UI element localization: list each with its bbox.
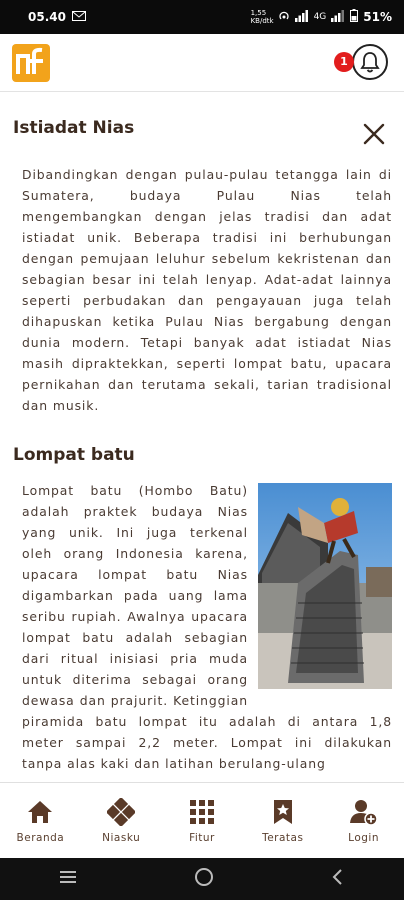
nav-item-teratas[interactable]: [243, 798, 323, 844]
circle-home-icon: [193, 866, 215, 888]
app-header: [0, 34, 404, 92]
network-type: 4G: [313, 12, 327, 22]
close-button[interactable]: [362, 122, 386, 146]
nav-label-beranda: Beranda: [16, 831, 65, 844]
signal-icon: [295, 10, 309, 25]
app-logo[interactable]: [12, 44, 50, 82]
notification-button[interactable]: [340, 44, 390, 82]
add-user-icon: [350, 798, 378, 826]
intro-paragraph: Dibandingkan dengan pulau-pulau tetangga lain di Sumatera, budaya Pulau Nias telah mengembangkan dengan jelas tradisi dan adat istiadat unik. Beberapa tradisi ini berhubungan dengan pemujaan leluhur sebelum kekristenan dan sebagian besar ini telah lenyap. Adat-adat lainnya seperti perbudakan dan pengayauan juga telah dihapuskan ketika Pulau Nias bergabung dengan dunia modern. Tetapi banyak adat istiadat Nias masih dipraktekkan, seperti lompat batu, upacara pernikahan dan terutama sekali, tarian tradisional dan musik.: [22, 167, 392, 413]
home-icon: [26, 798, 54, 826]
nav-label-teratas: Teratas: [262, 831, 304, 844]
battery-icon: [350, 9, 358, 25]
back-system-button[interactable]: [330, 867, 346, 891]
close-icon: [362, 122, 386, 146]
hotspot-icon: [278, 10, 290, 25]
notification-badge: 1: [334, 52, 354, 72]
bell-icon: [352, 44, 388, 80]
signal-icon-2: [331, 10, 345, 25]
nav-item-fitur[interactable]: [162, 798, 242, 844]
nav-item-login[interactable]: [324, 798, 404, 844]
mail-icon: [72, 10, 86, 24]
nav-item-niasku[interactable]: [81, 798, 161, 844]
article-title: Istiadat Nias: [13, 118, 135, 138]
app-screen: [0, 34, 404, 858]
article-content[interactable]: [0, 92, 404, 782]
android-navigation-bar: [0, 858, 404, 900]
status-time: 05.40: [28, 10, 66, 24]
section-title-lompat-batu: Lompat batu: [13, 445, 135, 465]
nav-label-niasku: Niasku: [102, 831, 141, 844]
back-arrow-icon: [330, 867, 346, 887]
battery-level: 51%: [363, 10, 392, 24]
data-speed: 1,55 KB/dtk: [250, 9, 274, 25]
status-bar: [0, 0, 404, 34]
home-system-button[interactable]: [193, 866, 215, 892]
grid-icon: [188, 798, 216, 826]
nav-label-login: Login: [348, 831, 379, 844]
lompat-batu-paragraph: Lompat batu (Hombo Batu) adalah praktek budaya Nias yang unik. Ini juga terkenal oleh orang Indonesia karena, upacara lompat batu Nias digambarkan pada uang lama seribu rupiah. Awalnya upacara lompat batu adalah sebagian dari ritual inisiasi pria muda untuk diterima sebagai orang dewasa dan prajurit. Ketinggian piramida batu lompat itu adalah di antara 1,8 meter sampai 2,2 meter. Lompat ini dilakukan tanpa alas kaki dan latihan berulang-ulang: [22, 483, 392, 771]
lompat-batu-section: [22, 480, 392, 774]
recent-apps-button[interactable]: [58, 869, 78, 889]
nav-item-beranda[interactable]: [0, 798, 80, 844]
menu-lines-icon: [58, 869, 78, 885]
bookmark-star-icon: [269, 798, 297, 826]
nav-label-fitur: Fitur: [189, 831, 215, 844]
bottom-navigation: [0, 782, 404, 858]
stone-jumping-photo: [258, 483, 392, 689]
diamond-grid-icon: [107, 798, 135, 826]
